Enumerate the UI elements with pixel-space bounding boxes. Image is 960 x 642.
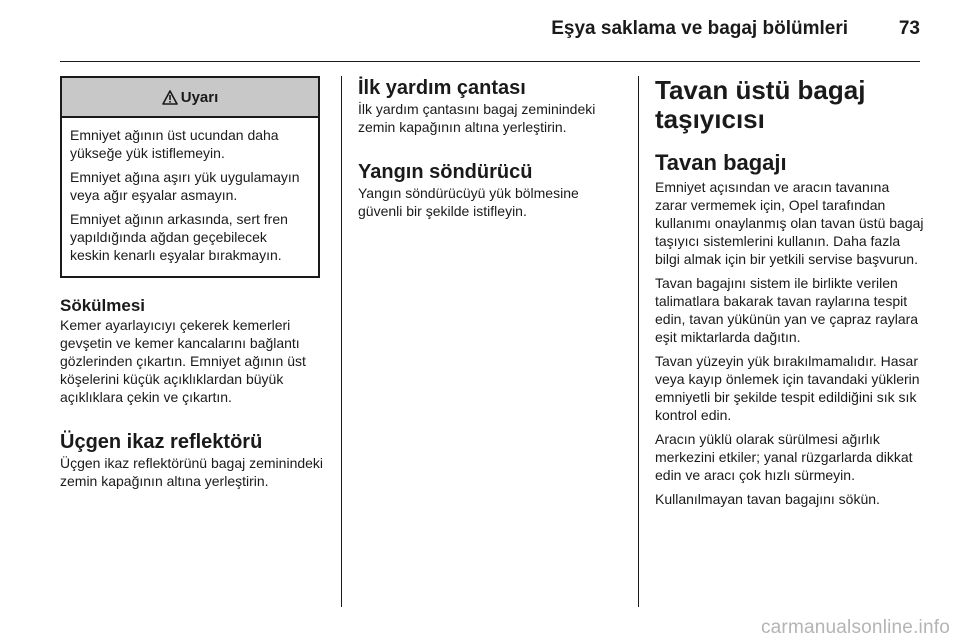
roof-rack-paragraph: Tavan yüzeyin yük bırakılmamalıdır. Hasar veya kayıp önlemek için tavandaki yüklerin emniyetli bir şekilde tespit edildiğini sık sık kontrol edin. [655,353,920,423]
warning-body [62,118,318,276]
warning-triangle-icon [162,90,178,105]
extinguisher-text: Yangın söndürücüyü yük bölmesine güvenli bir şekilde istifleyin. [358,185,579,219]
watermark: carmanualsonline.info [760,617,950,638]
extinguisher-heading: Yangın söndürücü [358,161,533,183]
roof-rack-paragraph: Aracın yüklü olarak sürülmesi ağırlık merkezini etkiler; yanal rüzgarlarda dikkat edin ve aracı çok hızlı sürmeyin. [655,431,913,483]
roof-rack-paragraph: Kullanılmayan tavan bagajını sökün. [655,491,880,507]
right-column [655,76,925,514]
page-number: 73 [898,18,920,39]
triangle-text: Üçgen ikaz reflektörünü bagaj zeminindeki zemin kapağının altına yerleştirin. [60,455,324,489]
firstaid-text: İlk yardım çantasını bagaj zeminindeki zemin kapağının altına yerleştirin. [358,101,596,135]
roof-rack-subheading: Tavan bagajı [655,150,787,175]
warning-header [62,78,318,118]
roof-rack-paragraph: Emniyet açısından ve aracın tavanına zarar vermemek için, Opel tarafından kullanımı onaylanmış olan tavan üstü bagaj taşıyıcı sistemlerini kullanın. Daha fazla bilgi almak için bir yetkili servise başvurun. [655,179,924,267]
triangle-heading: Üçgen ikaz reflektörü [60,431,263,453]
warning-paragraph: Emniyet ağının üst ucundan daha yükseğe yük istiflemeyin. [70,127,279,161]
removal-heading: Sökülmesi [60,296,146,315]
column-divider [341,76,342,607]
warning-label: Uyarı [180,88,219,106]
middle-column [358,76,622,226]
page-header [0,0,960,60]
column-divider [638,76,639,607]
section-title: Eşya saklama ve bagaj bölümleri [551,18,848,39]
warning-box [60,76,320,278]
roof-rack-heading: Tavan üstü bagaj taşıyıcısı [655,75,866,134]
removal-text: Kemer ayarlayıcıyı çekerek kemerleri gevşetin ve kemer kancalarını bağlantı gözlerinden çıkartın. Emniyet ağının üst köşelerini küçük açıklıklardan büyük açıklıklara çekin ve çıkartın. [60,317,306,405]
roof-rack-paragraph: Tavan bagajını sistem ile birlikte verilen talimatlara bakarak tavan raylarına tespit edin, tavan yükünün yan ve çapraz raylara eşit miktarlarda dağıtın. [655,275,919,345]
header-divider [60,61,920,62]
left-column [60,76,324,496]
warning-paragraph: Emniyet ağına aşırı yük uygulamayın veya ağır eşyalar asmayın. [70,169,300,203]
warning-paragraph: Emniyet ağının arkasında, sert fren yapıldığında ağdan geçebilecek keskin kenarlı eşyalar bırakmayın. [70,211,288,263]
firstaid-heading: İlk yardım çantası [358,77,526,99]
